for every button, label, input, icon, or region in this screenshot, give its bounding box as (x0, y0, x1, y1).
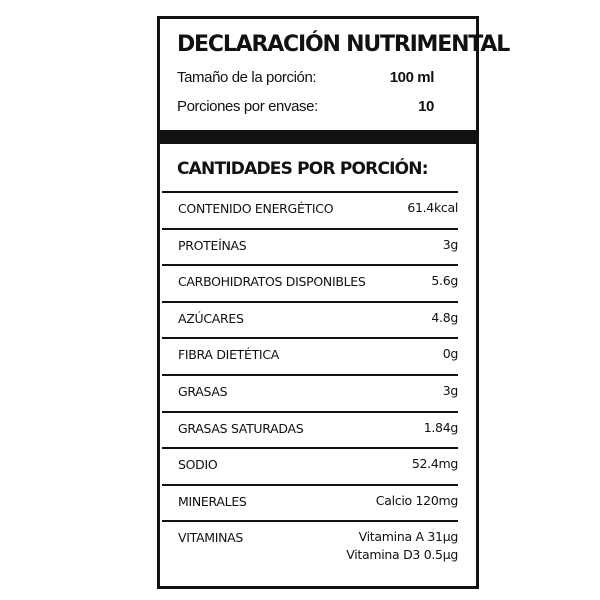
servings-per-container-label: Porciones por envase: (177, 98, 318, 115)
nutrient-row (162, 484, 458, 521)
nutrient-value: Calcio 120mg (375, 492, 458, 508)
nutrition-label (157, 16, 510, 589)
nutrient-row (162, 191, 458, 228)
servings-per-container-value: 10 (418, 98, 434, 115)
nutrient-value-group (431, 272, 458, 290)
nutrient-value-group (412, 455, 458, 473)
nutrient-value-group (443, 382, 458, 400)
nutrient-value: 52.4mg (411, 456, 458, 472)
nutrient-value-group (424, 419, 458, 437)
nutrient-name: GRASAS SATURADAS (178, 420, 304, 436)
label-title: DECLARACIÓN NUTRIMENTAL (177, 32, 510, 57)
nutrient-value: 1.84g (423, 419, 458, 435)
nutrient-value-group (376, 492, 458, 510)
nutrient-row (162, 374, 458, 411)
nutrient-name: CONTENIDO ENERGÉTICO (178, 201, 334, 216)
nutrient-name: GRASAS (178, 383, 228, 399)
nutrient-name: MINERALES (178, 493, 247, 509)
nutrient-name: PROTEÍNAS (178, 237, 247, 253)
servings-per-container-row (177, 98, 434, 120)
serving-size-value: 100 ml (389, 69, 434, 86)
nutrient-value: 61.4kcal (407, 200, 458, 215)
nutrient-name: FIBRA DIETÉTICA (178, 347, 279, 363)
nutrient-value-group (346, 528, 458, 564)
nutrient-row (162, 337, 458, 374)
nutrient-table (162, 191, 458, 580)
nutrient-name: AZÚCARES (178, 310, 244, 326)
nutrient-value-group (443, 345, 458, 363)
nutrient-value: 3g (442, 382, 458, 398)
nutrient-row (162, 411, 458, 448)
nutrient-name: VITAMINAS (178, 530, 244, 546)
nutrient-value: Vitamina D3 0.5μg (346, 547, 458, 563)
section-divider (160, 130, 476, 144)
nutrient-value: 0g (442, 346, 458, 362)
nutrient-value: Vitamina A 31μg (358, 529, 458, 545)
nutrient-value-group (407, 199, 458, 217)
nutrient-row (162, 301, 458, 338)
nutrient-row (162, 520, 458, 580)
serving-size-row (177, 69, 434, 91)
nutrient-value: 5.6g (431, 273, 458, 289)
nutrient-name: CARBOHIDRATOS DISPONIBLES (178, 274, 366, 290)
nutrient-row (162, 264, 458, 301)
section-title: CANTIDADES POR PORCIÓN: (177, 159, 428, 179)
nutrient-row (162, 228, 458, 265)
nutrient-name: SODIO (178, 457, 218, 473)
nutrient-row (162, 447, 458, 484)
nutrient-value: 3g (442, 236, 458, 252)
serving-size-label: Tamaño de la porción: (177, 69, 317, 86)
nutrient-value-group (443, 236, 458, 254)
nutrient-value-group (431, 309, 458, 327)
nutrient-value: 4.8g (431, 309, 458, 325)
